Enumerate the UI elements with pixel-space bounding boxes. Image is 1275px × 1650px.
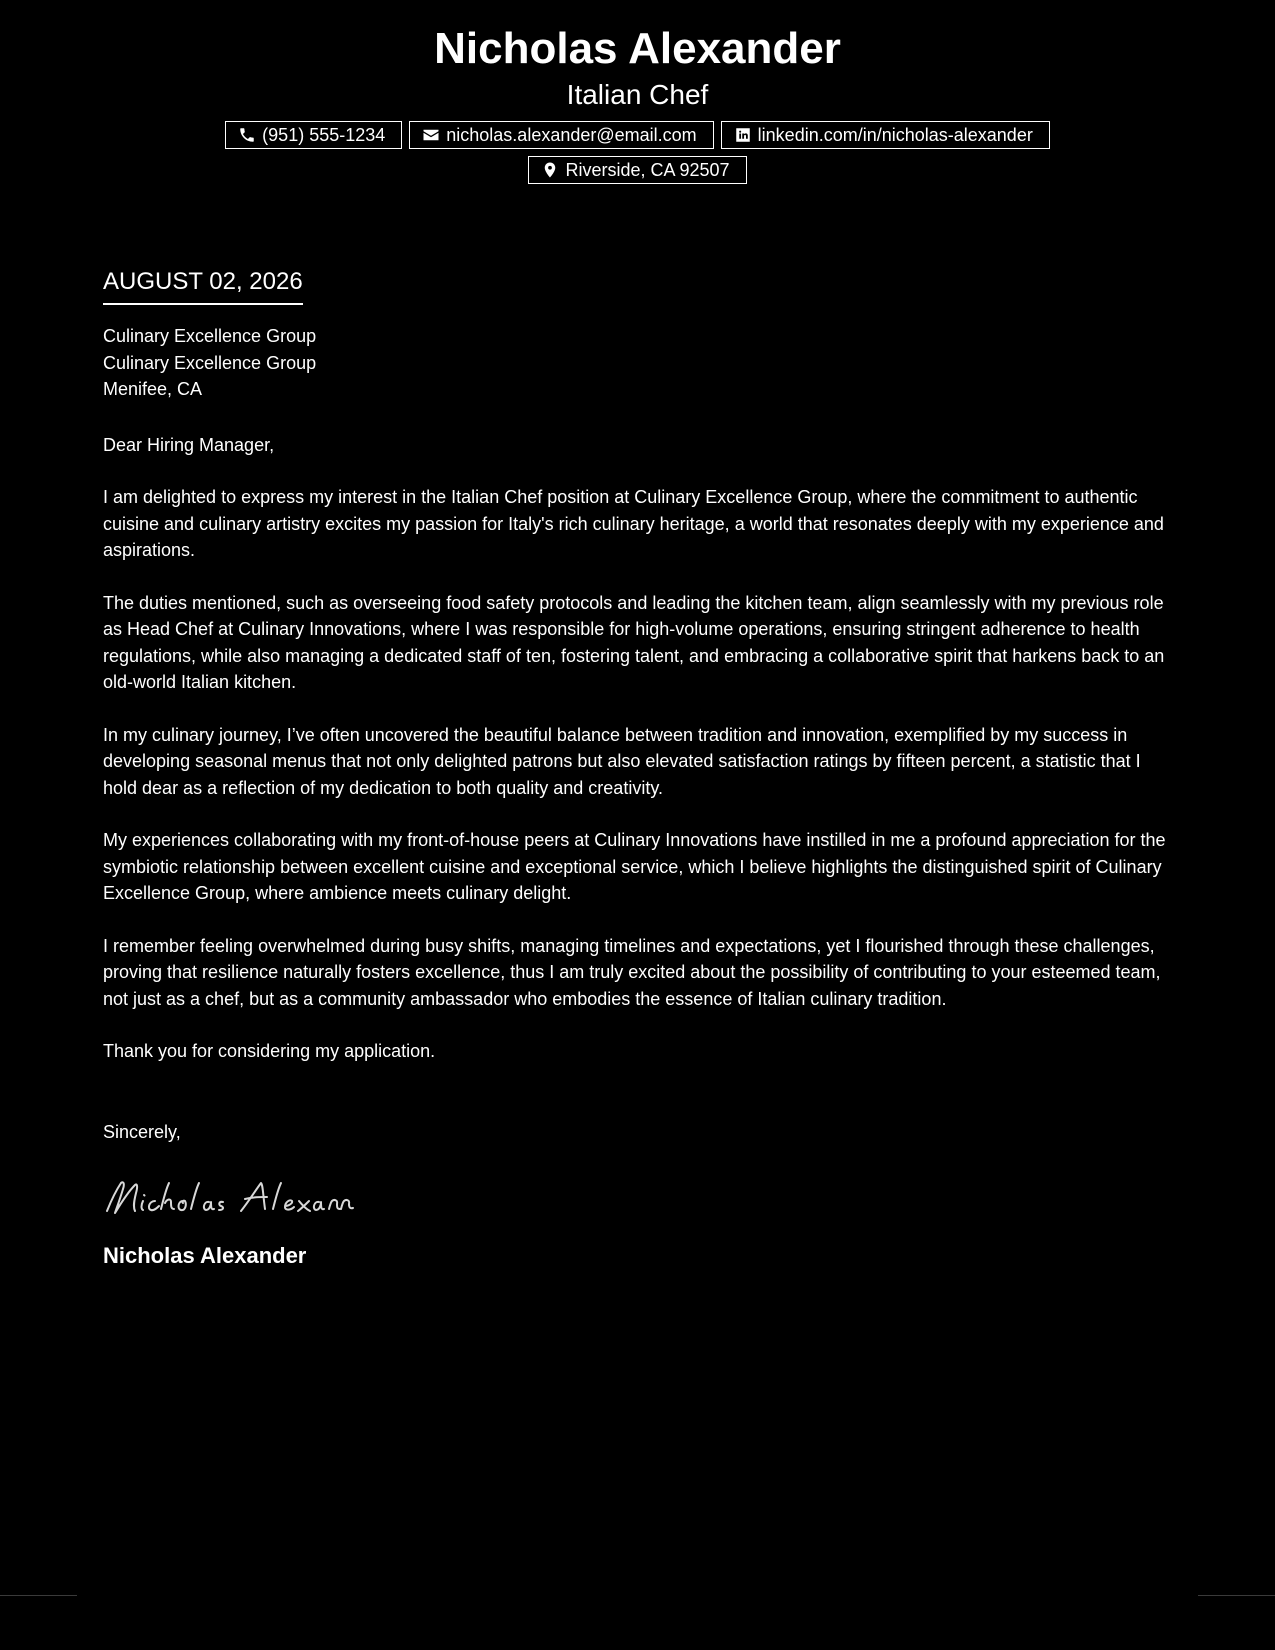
email-text: nicholas.alexander@email.com <box>446 125 697 145</box>
footer-divider-right <box>1198 1595 1275 1596</box>
body-paragraph: In my culinary journey, I’ve often uncovered the beautiful balance between tradition and innovation, exemplified by my success in developing seasonal menus that not only delighted patrons but also elevated satisfaction ratings by fifteen percent, a statistic that I hold dear as a reflection of my dedication to both quality and creativity. <box>103 724 1141 798</box>
contact-email[interactable] <box>409 121 713 149</box>
body-paragraph: I remember feeling overwhelmed during busy shifts, managing timelines and expectations, yet I flourished through these challenges, proving that resilience naturally fosters excellence, thus I am truly excited about the possibility of contributing to your esteemed team, not just as a chef, but as a community ambassador who embodies the essence of Italian culinary tradition. <box>103 935 1161 1009</box>
applicant-role: Italian Chef <box>566 79 709 110</box>
contact-row-2 <box>0 156 1275 184</box>
applicant-name: Nicholas Alexander <box>434 24 841 73</box>
body-paragraph: The duties mentioned, such as overseeing food safety protocols and leading the kitchen team, align seamlessly with my previous role as Head Chef at Culinary Innovations, where I was responsible for high-volume operations, ensuring stringent adherence to health regulations, while also managing a dedicated staff of ten, fostering talent, and embracing a collaborative spirit that harkens back to an old-world Italian kitchen. <box>103 592 1165 692</box>
body-paragraph: I am delighted to express my interest in the Italian Chef position at Culinary Excellence Group, where the commitment to authentic cuisine and culinary artistry excites my passion for Italy's rich culinary heritage, a world that resonates deeply with my experience and aspirations. <box>103 487 1164 560</box>
body-paragraph: Thank you for considering my application. <box>103 1041 436 1061</box>
recipient-block <box>103 323 1173 403</box>
map-pin-icon <box>541 161 559 179</box>
contact-row <box>0 121 1275 149</box>
phone-text: (951) 555-1234 <box>262 125 386 145</box>
letter-body <box>103 266 1173 1271</box>
handwritten-signature <box>103 1173 1173 1223</box>
linkedin-icon <box>734 126 752 144</box>
phone-icon <box>238 126 256 144</box>
letter-date: AUGUST 02, 2026 <box>103 266 303 305</box>
signer-name: Nicholas Alexander <box>103 1243 307 1268</box>
greeting: Dear Hiring Manager, <box>103 434 275 455</box>
contact-location[interactable] <box>528 156 746 184</box>
linkedin-text: linkedin.com/in/nicholas-alexander <box>757 125 1033 145</box>
closing: Sincerely, <box>103 1121 181 1142</box>
contact-linkedin[interactable] <box>721 121 1050 149</box>
recipient-line: Culinary Excellence Group <box>103 326 317 346</box>
contact-phone[interactable] <box>225 121 402 149</box>
location-text: Riverside, CA 92507 <box>565 160 730 180</box>
envelope-icon <box>422 126 440 144</box>
footer-divider-left <box>0 1595 77 1596</box>
letter-header <box>0 20 1275 184</box>
body-paragraph: My experiences collaborating with my front-of-house peers at Culinary Innovations have instilled in me a profound appreciation for the symbiotic relationship between excellent cuisine and exceptional service, which I believe highlights the distinguished spirit of Culinary Excellence Group, where ambience meets culinary delight. <box>103 830 1166 903</box>
recipient-line: Culinary Excellence Group <box>103 352 317 373</box>
signature-image <box>103 1173 373 1223</box>
recipient-line: Menifee, CA <box>103 379 203 399</box>
